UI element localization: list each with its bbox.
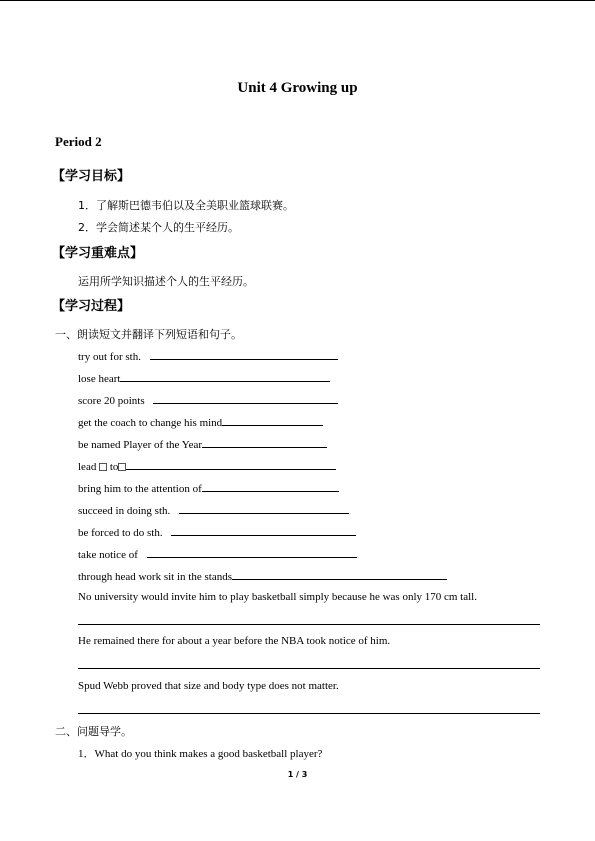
answer-blank[interactable] (202, 437, 327, 448)
phrase-text: try out for sth. (78, 351, 141, 363)
phrase-text: be named Player of the Year (78, 439, 203, 451)
period-heading: Period 2 (55, 134, 102, 149)
objective-1: 1．了解斯巴德韦伯以及全美职业篮球联赛。 (78, 199, 294, 212)
phrase-text: lead (78, 461, 97, 473)
phrase-row (78, 547, 357, 561)
answer-line[interactable] (78, 624, 540, 625)
page-number: 1 / 3 (287, 770, 308, 779)
answer-blank[interactable] (120, 371, 330, 382)
section-key-points: 【学习重难点】 (52, 246, 144, 261)
phrase-row (78, 349, 338, 363)
phrase-text: be forced to do sth. (78, 527, 163, 539)
answer-blank[interactable] (222, 415, 323, 426)
box-placeholder-icon (99, 463, 107, 471)
phrase-row (78, 503, 349, 517)
answer-blank[interactable] (232, 569, 447, 580)
phrase-text: lose heart (78, 373, 121, 385)
part1-heading: 一、朗读短文并翻译下列短语和句子。 (55, 328, 242, 341)
sentence-3: Spud Webb proved that size and body type does not matter. (78, 680, 339, 692)
answer-blank[interactable] (171, 525, 356, 536)
part2-heading: 二、问题导学。 (55, 725, 132, 738)
sentence-1: No university would invite him to play basketball simply because he was only 170 cm tall. (78, 591, 477, 603)
phrase-text: take notice of (78, 549, 138, 561)
answer-blank[interactable] (179, 503, 349, 514)
phrase-text: score 20 points (78, 395, 145, 407)
phrase-row (78, 371, 330, 385)
phrase-text: to (109, 461, 119, 473)
box-placeholder-icon (118, 463, 126, 471)
answer-blank[interactable] (126, 459, 336, 470)
key-point-text: 运用所学知识描述个人的生平经历。 (78, 275, 254, 288)
phrase-text: bring him to the attention of (78, 483, 202, 495)
top-border (0, 0, 595, 1)
section-objectives: 【学习目标】 (52, 169, 131, 184)
page-title: Unit 4 Growing up (237, 80, 358, 96)
phrase-text: get the coach to change his mind (78, 417, 223, 429)
question-1: 1．What do you think makes a good basketball player? (78, 748, 323, 760)
phrase-text: succeed in doing sth. (78, 505, 171, 517)
phrase-row (78, 437, 327, 451)
answer-blank[interactable] (153, 393, 338, 404)
answer-blank[interactable] (147, 547, 357, 558)
objective-2: 2．学会简述某个人的生平经历。 (78, 221, 239, 234)
phrase-row (78, 415, 323, 429)
sentence-2: He remained there for about a year before the NBA took notice of him. (78, 635, 391, 647)
answer-blank[interactable] (202, 481, 339, 492)
phrase-text: through head work sit in the stands (78, 571, 232, 583)
phrase-row (78, 393, 338, 407)
answer-blank[interactable] (150, 349, 338, 360)
phrase-row (78, 459, 336, 473)
answer-line[interactable] (78, 668, 540, 669)
phrase-row (78, 569, 447, 583)
phrase-row (78, 481, 339, 495)
answer-line[interactable] (78, 713, 540, 714)
phrase-row (78, 525, 356, 539)
section-process: 【学习过程】 (52, 299, 131, 314)
